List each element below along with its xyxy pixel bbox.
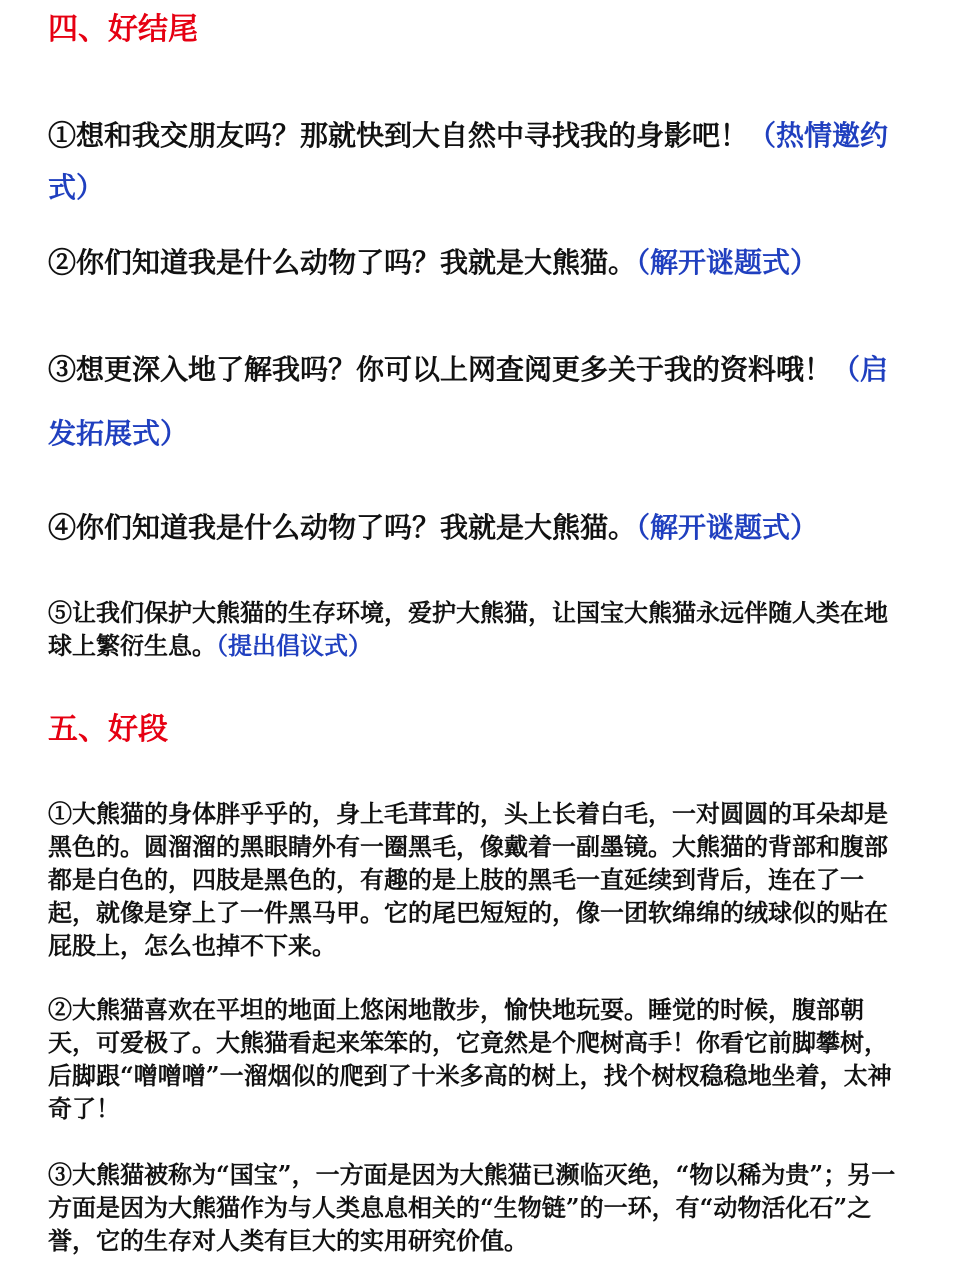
- paragraph-item-2: ②大熊猫喜欢在平坦的地面上悠闲地散步，愉快地玩耍。睡觉的时候，腹部朝天，可爱极了。大熊猫看起来笨笨的，它竟然是个爬树高手！你看它前脚攀树，后脚跟“噌噌噌”一溜烟似的爬到了十米多高的树上，找个树杈稳稳地坐着，太神奇了！: [48, 995, 892, 1123]
- ending-item-5-text: ⑤让我们保护大熊猫的生存环境，爱护大熊猫，让国宝大熊猫永远伴随人类在地球上繁衍生息。: [48, 598, 888, 660]
- ending-item-4-text: ④你们知道我是什么动物了吗？我就是大熊猫。: [48, 511, 637, 544]
- section-heading-good-endings: 四、好结尾: [48, 12, 198, 47]
- ending-item-5-style-tag: 提出倡议式: [228, 631, 348, 660]
- paragraph-item-1: ①大熊猫的身体胖乎乎的，身上毛茸茸的，头上长着白毛，一对圆圆的耳朵却是黑色的。圆溜溜的黑眼睛外有一圈黑毛，像戴着一副墨镜。大熊猫的背部和腹部都是白色的，四肢是黑色的，有趣的是上肢的黑毛一直延续到背后，连在了一起，就像是穿上了一件黑马甲。它的尾巴短短的，像一团软绵绵的绒球似的贴在屁股上，怎么也掉不下来。: [48, 799, 888, 960]
- ending-item-1: ①想和我交朋友吗？那就快到大自然中寻找我的身影吧！（热情邀约式）: [48, 119, 889, 204]
- ending-item-1-style-tag: 热情邀约式: [48, 119, 889, 204]
- ending-item-2: ②你们知道我是什么动物了吗？我就是大熊猫。（解开谜题式）: [48, 246, 819, 279]
- ending-item-5: ⑤让我们保护大熊猫的生存环境，爱护大熊猫，让国宝大熊猫永远伴随人类在地球上繁衍生息。（提出倡议式）: [48, 598, 888, 660]
- ending-item-3-text: ③想更深入地了解我吗？你可以上网查阅更多关于我的资料哦！: [48, 353, 833, 386]
- ending-item-3-style-tag: 启发拓展式: [48, 353, 889, 450]
- ending-item-1-text: ①想和我交朋友吗？那就快到大自然中寻找我的身影吧！: [48, 119, 749, 152]
- ending-item-2-text: ②你们知道我是什么动物了吗？我就是大熊猫。: [48, 246, 637, 279]
- section-heading-good-paragraphs: 五、好段: [48, 712, 168, 747]
- ending-item-4-style-tag: 解开谜题式: [650, 511, 791, 544]
- ending-item-2-style-tag: 解开谜题式: [650, 246, 791, 279]
- ending-item-3: ③想更深入地了解我吗？你可以上网查阅更多关于我的资料哦！（启发拓展式）: [48, 353, 889, 450]
- paragraph-item-3: ③大熊猫被称为“国宝”，一方面是因为大熊猫已濒临灭绝，“物以稀为贵”；另一方面是因为大熊猫作为与人类息息相关的“生物链”的一环，有“动物活化石”之誉，它的生存对人类有巨大的实用研究价值。: [48, 1160, 896, 1255]
- ending-item-4: ④你们知道我是什么动物了吗？我就是大熊猫。（解开谜题式）: [48, 511, 819, 544]
